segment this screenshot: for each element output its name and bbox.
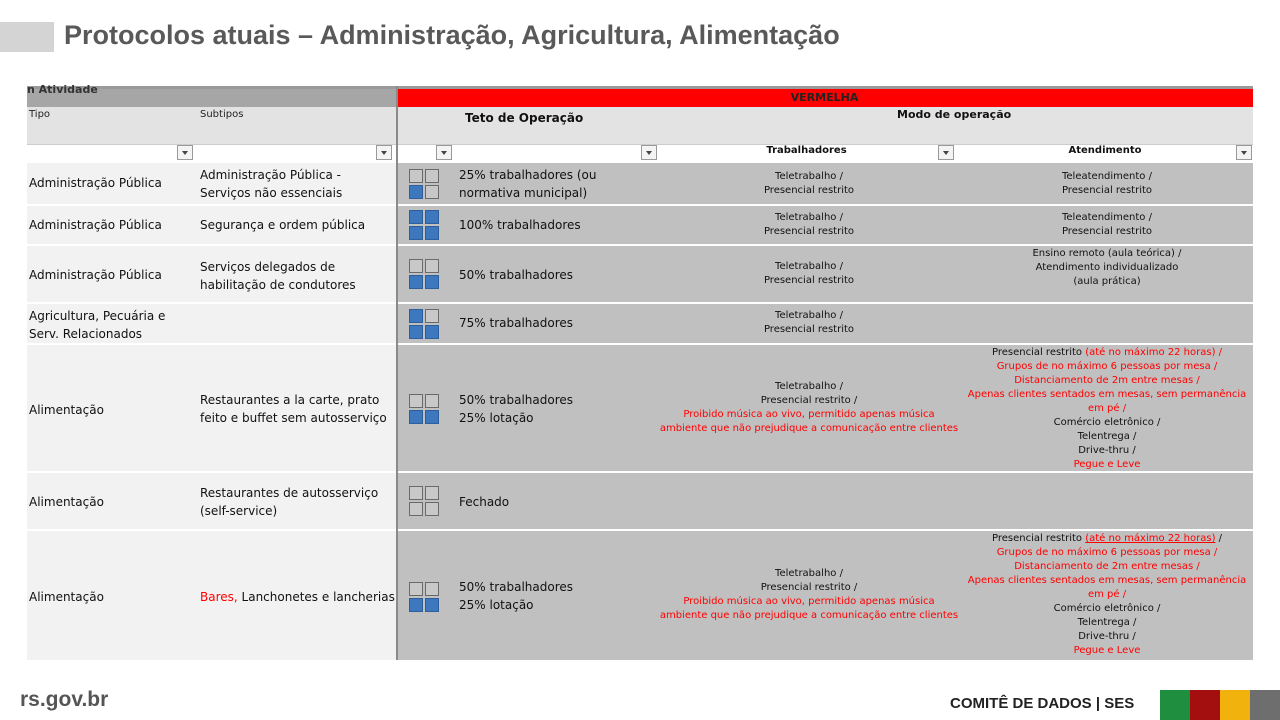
page-title: Protocolos atuais – Administração, Agricultura, Alimentação bbox=[64, 20, 840, 50]
row-teto-2: 25% lotação bbox=[459, 598, 534, 612]
row-tipo: Administração Pública bbox=[29, 268, 162, 282]
row-subtipo: Restaurantes a la carte, prato feito e buffet sem autosserviço bbox=[200, 393, 387, 425]
row-trabalhadores: Teletrabalho / Presencial restrito bbox=[763, 212, 855, 237]
filter-trabalhadores-dropdown[interactable] bbox=[938, 145, 954, 160]
capacity-icon bbox=[409, 210, 439, 240]
row-subtipo: Restaurantes de autosserviço (self-service) bbox=[200, 486, 379, 518]
row-trabalhadores: Teletrabalho / Presencial restrito bbox=[763, 261, 855, 286]
row-teto-1: 50% trabalhadores bbox=[459, 393, 574, 407]
capacity-icon bbox=[409, 309, 439, 339]
row-teto: 100% trabalhadores bbox=[459, 218, 581, 232]
col-subtipos: Subtipos bbox=[200, 109, 244, 120]
row-tipo: Alimentação bbox=[29, 403, 104, 417]
filter-tipo-dropdown[interactable] bbox=[177, 145, 193, 160]
row-tipo: Administração Pública bbox=[29, 176, 162, 190]
flag-stripe-green bbox=[1160, 690, 1190, 720]
column-divider bbox=[396, 86, 398, 660]
flag-header-vermelha: VERMELHA bbox=[396, 89, 1253, 107]
row-trabalhadores: Teletrabalho / Presencial restrito bbox=[763, 171, 855, 196]
activity-header-label: n Atividade bbox=[27, 83, 98, 96]
flag-stripe-red bbox=[1190, 690, 1220, 720]
row-trabalhadores: Teletrabalho / Presencial restrito bbox=[763, 310, 855, 335]
table-row bbox=[27, 163, 1253, 204]
protocol-table bbox=[27, 83, 1253, 660]
filter-atendimento-dropdown[interactable] bbox=[1236, 145, 1252, 160]
subcol-trabalhadores: Trabalhadores bbox=[766, 145, 847, 156]
col-teto: Teto de Operação bbox=[465, 111, 584, 125]
table-row bbox=[27, 531, 1253, 660]
footer-committee: COMITÊ DE DADOS | SES bbox=[950, 695, 1135, 712]
row-tipo: Administração Pública bbox=[29, 218, 162, 232]
col-tipo: Tipo bbox=[29, 109, 51, 120]
footer-site: rs.gov.br bbox=[20, 688, 109, 711]
table-row bbox=[27, 304, 1253, 343]
capacity-icon bbox=[409, 394, 439, 424]
col-modo: Modo de operação bbox=[897, 108, 1012, 121]
filter-col3-dropdown[interactable] bbox=[436, 145, 452, 160]
row-tipo: Alimentação bbox=[29, 590, 104, 604]
row-subtipo: Administração Pública - Serviços não essenciais bbox=[200, 168, 343, 200]
table-row bbox=[27, 246, 1253, 302]
filter-subtipos-dropdown[interactable] bbox=[376, 145, 392, 160]
row-trabalhadores: Teletrabalho / Presencial restrito / Proibido música ao vivo, permitido apenas música ambiente que não prejudique a comunicação entre clientes bbox=[659, 568, 959, 621]
row-subtipo: Segurança e ordem pública bbox=[200, 218, 366, 232]
filter-teto-dropdown[interactable] bbox=[641, 145, 657, 160]
capacity-icon bbox=[409, 259, 439, 289]
table-row bbox=[27, 206, 1253, 244]
capacity-icon bbox=[409, 486, 439, 516]
row-subtipo: Bares, Lanchonetes e lancherias bbox=[200, 590, 395, 604]
row-atendimento: Presencial restrito (até no máximo 22 horas) / Grupos de no máximo 6 pessoas por mesa / Distanciamento de 2m entre mesas / Apenas clientes sentados em mesas, sem permanência em pé / Comércio eletrônico / Telentrega / Drive-thru / Pegue e Leve bbox=[967, 347, 1247, 470]
capacity-icon bbox=[409, 169, 439, 199]
flag-stripe-gray bbox=[1250, 690, 1280, 720]
row-subtipo: Serviços delegados de habilitação de condutores bbox=[200, 260, 356, 292]
row-atendimento: Ensino remoto (aula teórica) / Atendimento individualizado (aula prática) bbox=[1032, 248, 1182, 287]
row-atendimento: Teleatendimento / Presencial restrito bbox=[1061, 212, 1153, 237]
row-atendimento: Presencial restrito (até no máximo 22 horas) / Grupos de no máximo 6 pessoas por mesa / Distanciamento de 2m entre mesas / Apenas clientes sentados em mesas, sem permanência em pé / Comércio eletrônico / Telentrega / Drive-thru / Pegue e Leve bbox=[967, 533, 1247, 656]
row-teto-1: 50% trabalhadores bbox=[459, 580, 574, 594]
row-tipo: Agricultura, Pecuária e Serv. Relacionados bbox=[29, 309, 166, 341]
table-row bbox=[27, 473, 1253, 529]
row-teto: 75% trabalhadores bbox=[459, 316, 574, 330]
row-atendimento: Teleatendimento / Presencial restrito bbox=[1061, 171, 1153, 196]
subcol-atendimento: Atendimento bbox=[1068, 145, 1142, 156]
title-accent-bar bbox=[0, 22, 54, 52]
row-tipo: Alimentação bbox=[29, 495, 104, 509]
row-trabalhadores: Teletrabalho / Presencial restrito / Proibido música ao vivo, permitido apenas música ambiente que não prejudique a comunicação entre clientes bbox=[659, 381, 959, 434]
activity-header bbox=[27, 83, 396, 107]
row-teto: Fechado bbox=[459, 495, 510, 509]
row-teto: 50% trabalhadores bbox=[459, 268, 574, 282]
flag-stripe-yellow bbox=[1220, 690, 1250, 720]
table-row bbox=[27, 345, 1253, 471]
capacity-icon bbox=[409, 582, 439, 612]
row-teto: 25% trabalhadores (ou normativa municipal) bbox=[459, 168, 597, 200]
row-teto-2: 25% lotação bbox=[459, 411, 534, 425]
